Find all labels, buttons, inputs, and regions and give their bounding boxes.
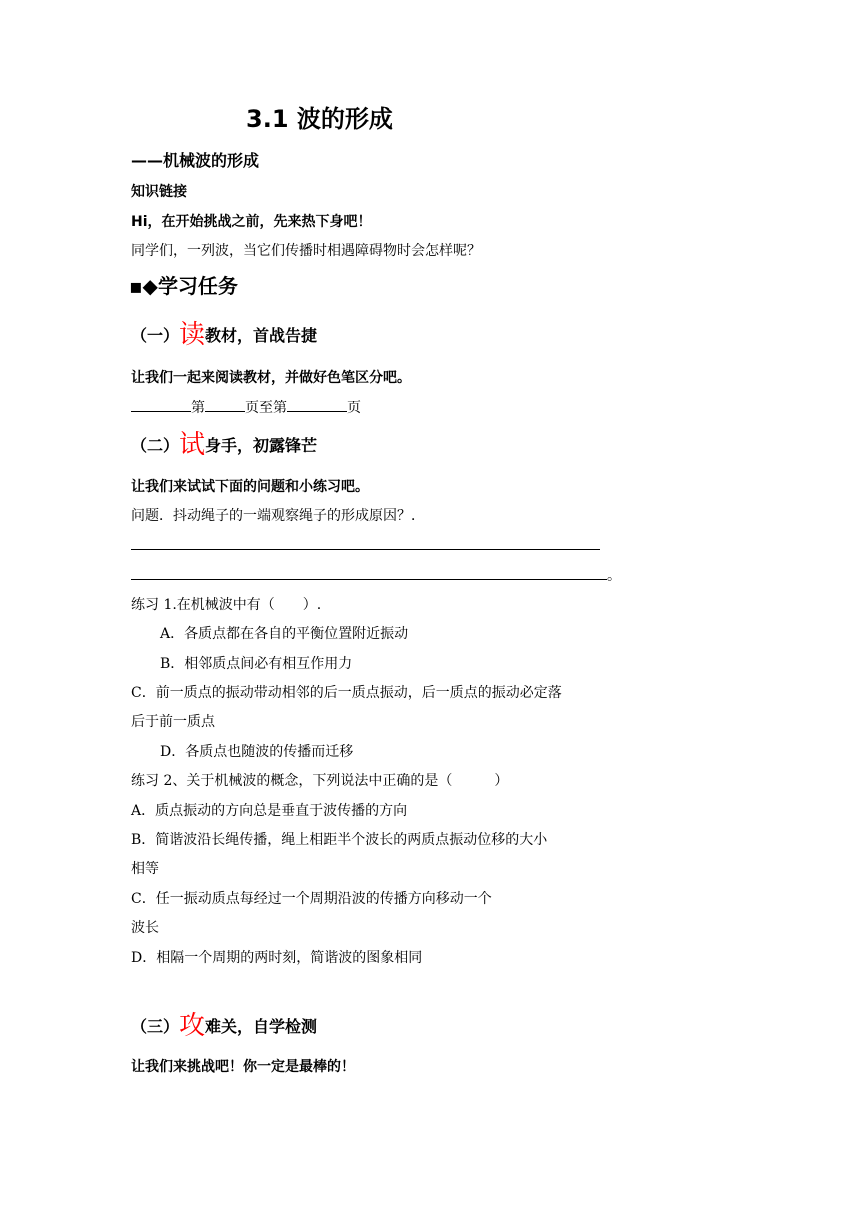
exercise-2-option-b-line2: 相等 bbox=[131, 861, 159, 877]
section-2-instruction: 让我们来试试下面的问题和小练习吧。 bbox=[131, 479, 369, 495]
section-1-instruction: 让我们一起来阅读教材，并做好色笔区分吧。 bbox=[131, 370, 411, 386]
bullet-diamond-icon: ▪◆ bbox=[129, 274, 158, 298]
exercise-1-option-d: D．各质点也随波的传播而迁移 bbox=[160, 744, 354, 760]
section-3-emphasis: 攻 bbox=[179, 1011, 206, 1041]
page-label-3: 页 bbox=[347, 400, 361, 416]
section-1-prefix: （一） bbox=[131, 326, 180, 345]
reading-pages-line bbox=[131, 397, 361, 418]
exercise-2-option-c-line2: 波长 bbox=[131, 920, 159, 936]
exercise-1-option-c-line1: C．前一质点的振动带动相邻的后一质点振动，后一质点的振动必定落 bbox=[131, 685, 562, 701]
exercise-1-option-c-line2: 后于前一质点 bbox=[131, 714, 215, 730]
end-page-blank[interactable] bbox=[287, 397, 347, 412]
exercise-2-option-d: D．相隔一个周期的两时刻，简谐波的图象相同 bbox=[131, 950, 423, 966]
exercise-2-option-a: A．质点振动的方向总是垂直于波传播的方向 bbox=[131, 803, 408, 819]
section-2-prefix: （二） bbox=[131, 436, 180, 455]
learning-tasks-heading bbox=[129, 272, 238, 300]
section-3-prefix: （三） bbox=[131, 1017, 180, 1036]
section-1-title: 教材，首战告捷 bbox=[205, 326, 318, 345]
exercise-1-stem: 练习 1.在机械波中有（ ）. bbox=[131, 597, 322, 613]
section-2-heading bbox=[131, 427, 317, 464]
exercise-2-stem: 练习 2、关于机械波的概念，下列说法中正确的是（ ） bbox=[131, 773, 509, 789]
start-page-blank[interactable] bbox=[131, 397, 191, 412]
section-2-title: 身手，初露锋芒 bbox=[205, 436, 318, 455]
exercise-1-option-b: B．相邻质点间必有相互作用力 bbox=[160, 656, 353, 672]
knowledge-link-heading: 知识链接 bbox=[131, 184, 187, 200]
exercise-1-option-a: A．各质点都在各自的平衡位置附近振动 bbox=[160, 626, 409, 642]
learning-tasks-label: 学习任务 bbox=[157, 274, 238, 298]
exercise-2-option-b-line1: B．简谐波沿长绳传播，绳上相距半个波长的两质点振动位移的大小 bbox=[131, 832, 548, 848]
answer-line-1[interactable] bbox=[131, 549, 600, 550]
page-title: 3.1 波的形成 bbox=[246, 105, 393, 133]
section-3-title: 难关，自学检测 bbox=[205, 1017, 318, 1036]
section-2-emphasis: 试 bbox=[179, 430, 206, 460]
page-subtitle: ——机械波的形成 bbox=[131, 151, 260, 170]
section-3-heading bbox=[131, 1008, 317, 1045]
start-page-number-blank[interactable] bbox=[205, 397, 245, 412]
page-label-2: 页至第 bbox=[245, 400, 287, 416]
exercise-2-option-c-line1: C．任一振动质点每经过一个周期沿波的传播方向移动一个 bbox=[131, 891, 492, 907]
section-1-emphasis: 读 bbox=[179, 320, 206, 350]
section-1-heading bbox=[131, 317, 317, 354]
rope-question: 问题．抖动绳子的一端观察绳子的形成原因？． bbox=[131, 508, 425, 524]
warmup-greeting: Hi，在开始挑战之前，先来热下身吧！ bbox=[131, 214, 372, 230]
page-label-1: 第 bbox=[191, 400, 205, 416]
warmup-question: 同学们，一列波，当它们传播时相遇障碍物时会怎样呢？ bbox=[131, 243, 481, 259]
answer-line-2[interactable] bbox=[131, 579, 607, 580]
section-3-instruction: 让我们来挑战吧！你一定是最棒的！ bbox=[131, 1059, 355, 1075]
answer-end-mark: 。 bbox=[607, 568, 621, 584]
